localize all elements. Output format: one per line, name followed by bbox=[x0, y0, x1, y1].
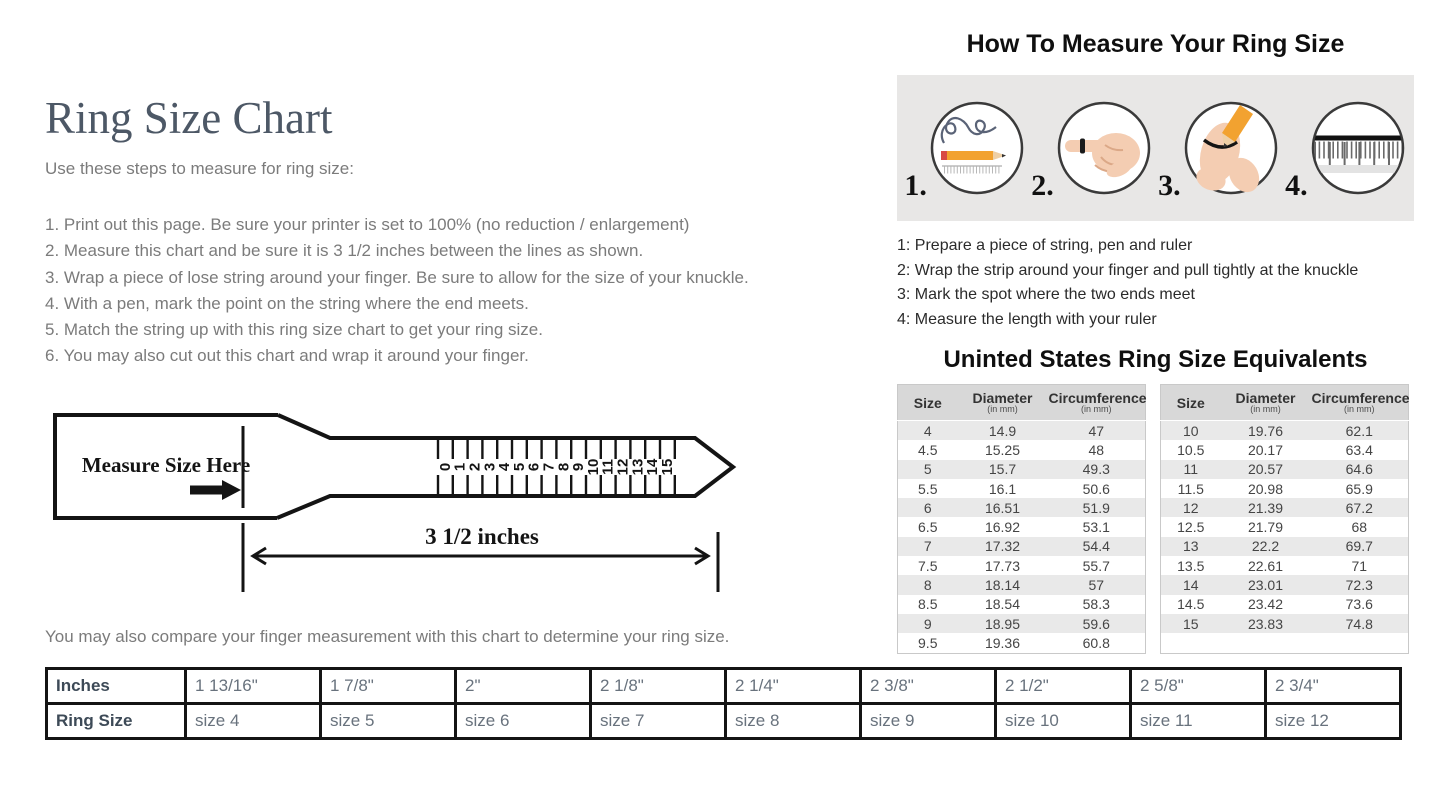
measurement-arrow bbox=[253, 548, 708, 564]
table-cell bbox=[1311, 633, 1409, 653]
table-cell: size 6 bbox=[456, 704, 591, 739]
table-cell: 20.57 bbox=[1247, 461, 1284, 478]
table-cell: 13.5 bbox=[1177, 557, 1205, 574]
table-cell: 73.6 bbox=[1345, 596, 1373, 613]
table-cell: 6 bbox=[923, 499, 932, 516]
table-cell: 1 13/16" bbox=[186, 669, 321, 704]
table-cell: 16.1 bbox=[988, 480, 1017, 497]
table-cell: 2 3/4" bbox=[1266, 669, 1401, 704]
table-cell: size 9 bbox=[861, 704, 996, 739]
table-row bbox=[1161, 556, 1409, 575]
equivalents-title: Uninted States Ring Size Equivalents bbox=[943, 346, 1368, 373]
table-cell: 23.83 bbox=[1247, 615, 1284, 632]
table-cell: 4.5 bbox=[918, 441, 938, 458]
ruler-number: 2 bbox=[466, 462, 484, 472]
ruler-number: 6 bbox=[525, 462, 543, 472]
ruler-number: 9 bbox=[570, 462, 588, 472]
measure-steps-list bbox=[45, 212, 749, 370]
step-number: 3. bbox=[1158, 169, 1181, 202]
table-cell: 17.32 bbox=[984, 538, 1021, 555]
table-row bbox=[898, 537, 1146, 556]
table-cell: 18.95 bbox=[984, 615, 1021, 632]
table-cell: 10 bbox=[1182, 422, 1199, 439]
table-cell: 16.92 bbox=[984, 519, 1021, 536]
table-row bbox=[898, 498, 1146, 517]
hand-with-string-icon bbox=[1055, 99, 1153, 197]
table-cell: 15 bbox=[1182, 615, 1199, 632]
ruler-number: 15 bbox=[658, 458, 676, 476]
howto-title: How To Measure Your Ring Size bbox=[966, 30, 1345, 58]
inches-measurement-label: 3 1/2 inches bbox=[425, 524, 539, 549]
table-row bbox=[1161, 633, 1409, 653]
table-cell: 21.39 bbox=[1247, 499, 1284, 516]
ruler-number: 13 bbox=[629, 458, 647, 476]
ruler-number: 7 bbox=[540, 462, 558, 472]
table-cell: 9 bbox=[923, 615, 932, 632]
table-cell: 60.8 bbox=[1082, 634, 1110, 651]
table-row bbox=[1161, 537, 1409, 556]
finger-measurement-table bbox=[45, 667, 1402, 740]
table-cell: 58.3 bbox=[1082, 596, 1110, 613]
ruler-number: 10 bbox=[584, 458, 602, 476]
size-header: Size bbox=[898, 385, 958, 421]
table-cell: 19.36 bbox=[984, 634, 1021, 651]
circumference-header: Circumference (in mm) bbox=[1311, 385, 1409, 421]
table-cell: 10.5 bbox=[1177, 441, 1205, 458]
table-row bbox=[898, 556, 1146, 575]
intro-text: Use these steps to measure for ring size: bbox=[45, 159, 354, 178]
table-row bbox=[898, 479, 1146, 498]
table-cell: size 5 bbox=[321, 704, 456, 739]
table-cell: 6.5 bbox=[918, 519, 938, 536]
measure-step: 5. Match the string up with this ring size chart to get your ring size. bbox=[45, 320, 543, 340]
table-row bbox=[1161, 421, 1409, 441]
ruler-number: 5 bbox=[510, 462, 528, 472]
measure-size-here-label: Measure Size Here bbox=[81, 453, 251, 477]
table-row bbox=[1161, 440, 1409, 459]
table-cell: 20.98 bbox=[1247, 480, 1284, 497]
table-cell: 11 bbox=[1183, 461, 1199, 478]
step-number: 2. bbox=[1031, 169, 1054, 202]
size-table-right bbox=[1160, 384, 1409, 654]
right-panel bbox=[897, 30, 1414, 654]
table-row bbox=[898, 595, 1146, 614]
table-cell: size 12 bbox=[1266, 704, 1401, 739]
table-cell: 15.25 bbox=[984, 441, 1021, 458]
table-cell: 20.17 bbox=[1247, 441, 1284, 458]
string-and-pencil-icon bbox=[928, 99, 1026, 197]
unit-label: (in mm) bbox=[1344, 404, 1375, 414]
page-title: Ring Size Chart bbox=[45, 93, 333, 143]
step-number: 4. bbox=[1285, 169, 1308, 202]
table-row bbox=[1161, 460, 1409, 479]
ruler-number: 8 bbox=[555, 462, 573, 472]
table-row bbox=[1161, 614, 1409, 633]
table-cell bbox=[1221, 633, 1311, 653]
table-cell: 51.9 bbox=[1082, 499, 1110, 516]
mark-finger-icon bbox=[1182, 99, 1280, 197]
ring-sizer-diagram bbox=[50, 410, 750, 607]
howto-step: 4: Measure the length with your ruler bbox=[897, 310, 1157, 328]
illustration-step-2 bbox=[1031, 99, 1153, 202]
table-cell: 57 bbox=[1088, 577, 1105, 594]
table-header-row bbox=[1161, 385, 1409, 421]
table-row bbox=[1161, 498, 1409, 517]
circumference-header: Circumference (in mm) bbox=[1048, 385, 1146, 421]
table-cell: size 11 bbox=[1131, 704, 1266, 739]
table-cell: size 8 bbox=[726, 704, 861, 739]
table-cell: 62.1 bbox=[1345, 422, 1373, 439]
table-cell: 47 bbox=[1088, 422, 1105, 439]
us-size-tables bbox=[897, 384, 1414, 654]
howto-steps-list bbox=[897, 234, 1414, 332]
table-cell: 22.61 bbox=[1247, 557, 1284, 574]
measure-step: 4. With a pen, mark the point on the string where the end meets. bbox=[45, 293, 529, 313]
table-row bbox=[898, 440, 1146, 459]
measure-step: 2. Measure this chart and be sure it is 3 1/2 inches between the lines as shown. bbox=[45, 241, 644, 261]
inches-row bbox=[47, 669, 1401, 704]
table-cell: 7 bbox=[923, 538, 932, 555]
illustration-step-3 bbox=[1158, 99, 1280, 202]
table-cell: 69.7 bbox=[1345, 538, 1373, 555]
ruler-number: 14 bbox=[644, 458, 662, 476]
table-row bbox=[898, 575, 1146, 594]
diameter-header: Diameter (in mm) bbox=[1221, 385, 1311, 421]
unit-label: (in mm) bbox=[1250, 404, 1281, 414]
table-cell: size 7 bbox=[591, 704, 726, 739]
unit-label: (in mm) bbox=[1081, 404, 1112, 414]
illustration-step-1 bbox=[904, 99, 1026, 202]
table-cell: 2 1/2" bbox=[996, 669, 1131, 704]
ruler-icon bbox=[1309, 99, 1407, 197]
ruler-number: 4 bbox=[496, 462, 514, 472]
inches-row-label: Inches bbox=[47, 669, 186, 704]
size-table-left bbox=[897, 384, 1146, 654]
table-cell: 14 bbox=[1182, 577, 1199, 594]
table-cell: 7.5 bbox=[918, 557, 938, 574]
table-row bbox=[1161, 595, 1409, 614]
table-cell: 49.3 bbox=[1082, 461, 1110, 478]
ruler-marks bbox=[437, 438, 676, 496]
table-cell: 14.9 bbox=[988, 422, 1017, 439]
table-cell: 54.4 bbox=[1082, 538, 1110, 555]
howto-step: 1: Prepare a piece of string, pen and ruler bbox=[897, 237, 1193, 254]
table-cell: 9.5 bbox=[918, 634, 938, 651]
table-cell: 67.2 bbox=[1345, 499, 1373, 516]
table-row bbox=[898, 614, 1146, 633]
table-cell: 2 5/8" bbox=[1131, 669, 1266, 704]
diameter-header: Diameter (in mm) bbox=[958, 385, 1048, 421]
table-cell: 2 1/8" bbox=[591, 669, 726, 704]
table-cell: 23.42 bbox=[1247, 596, 1284, 613]
ruler-number: 0 bbox=[436, 462, 454, 472]
compare-note: You may also compare your finger measurement with this chart to determine your ring size. bbox=[45, 627, 730, 646]
table-cell: 1 7/8" bbox=[321, 669, 456, 704]
table-cell: 71 bbox=[1351, 557, 1368, 574]
size-header: Size bbox=[1161, 385, 1221, 421]
table-cell: 15.7 bbox=[988, 461, 1017, 478]
table-cell: 2 1/4" bbox=[726, 669, 861, 704]
table-cell: 5.5 bbox=[918, 480, 938, 497]
table-cell: 21.79 bbox=[1247, 519, 1284, 536]
measure-step: 6. You may also cut out this chart and wrap it around your finger. bbox=[45, 346, 529, 366]
ring-sizer-svg bbox=[50, 410, 750, 602]
howto-step: 3: Mark the spot where the two ends meet bbox=[897, 286, 1195, 303]
table-row bbox=[1161, 479, 1409, 498]
table-cell: 55.7 bbox=[1082, 557, 1110, 574]
table-cell: 48 bbox=[1088, 441, 1105, 458]
table-cell: 53.1 bbox=[1082, 519, 1110, 536]
table-cell: 65.9 bbox=[1345, 480, 1373, 497]
table-cell: 5 bbox=[923, 461, 932, 478]
table-cell: 8 bbox=[923, 577, 932, 594]
table-cell: 72.3 bbox=[1345, 577, 1373, 594]
table-cell: 8.5 bbox=[918, 596, 938, 613]
table-row bbox=[1161, 517, 1409, 536]
table-cell: 14.5 bbox=[1177, 596, 1205, 613]
ring-size-row bbox=[47, 704, 1401, 739]
table-row bbox=[898, 421, 1146, 441]
table-row bbox=[898, 460, 1146, 479]
table-row bbox=[1161, 575, 1409, 594]
table-cell: 68 bbox=[1351, 519, 1368, 536]
table-cell: size 10 bbox=[996, 704, 1131, 739]
ruler-number: 3 bbox=[481, 462, 499, 472]
ring-size-row-label: Ring Size bbox=[47, 704, 186, 739]
table-cell: 63.4 bbox=[1345, 441, 1373, 458]
table-row bbox=[898, 517, 1146, 536]
table-cell: 18.54 bbox=[984, 596, 1021, 613]
table-cell: 22.2 bbox=[1251, 538, 1280, 555]
table-cell: 2 3/8" bbox=[861, 669, 996, 704]
pencil-icon bbox=[941, 151, 1006, 160]
step-number: 1. bbox=[904, 169, 927, 202]
table-row bbox=[898, 633, 1146, 653]
illustration-band bbox=[897, 75, 1414, 221]
ruler-number: 12 bbox=[614, 458, 632, 476]
right-arrow-icon bbox=[190, 480, 241, 500]
table-cell: 64.6 bbox=[1345, 461, 1373, 478]
table-cell bbox=[1161, 633, 1221, 653]
table-cell: 59.6 bbox=[1082, 615, 1110, 632]
table-cell: 11.5 bbox=[1177, 480, 1204, 497]
table-cell: 4 bbox=[923, 422, 932, 439]
howto-step: 2: Wrap the strip around your finger and pull tightly at the knuckle bbox=[897, 261, 1359, 279]
table-cell: 74.8 bbox=[1345, 615, 1373, 632]
table-cell: 17.73 bbox=[984, 557, 1021, 574]
string-ring bbox=[1080, 139, 1085, 154]
table-cell: 50.6 bbox=[1082, 480, 1110, 497]
table-cell: 19.76 bbox=[1247, 422, 1284, 439]
table-cell: 23.01 bbox=[1247, 577, 1284, 594]
table-cell: 16.51 bbox=[984, 499, 1021, 516]
ruler-number: 11 bbox=[599, 459, 617, 475]
measure-step: 1. Print out this page. Be sure your printer is set to 100% (no reduction / enlargement) bbox=[45, 215, 690, 234]
illustration-step-4 bbox=[1285, 99, 1407, 202]
table-header-row bbox=[898, 385, 1146, 421]
table-cell: 12.5 bbox=[1177, 519, 1205, 536]
table-cell: 13 bbox=[1182, 538, 1199, 555]
unit-label: (in mm) bbox=[987, 404, 1018, 414]
table-cell: 2" bbox=[456, 669, 591, 704]
ruler-number: 1 bbox=[451, 462, 469, 472]
table-cell: 12 bbox=[1182, 499, 1199, 516]
table-cell: 18.14 bbox=[984, 577, 1021, 594]
table-cell: size 4 bbox=[186, 704, 321, 739]
measure-step: 3. Wrap a piece of lose string around your finger. Be sure to allow for the size of your knuckle. bbox=[45, 267, 749, 287]
